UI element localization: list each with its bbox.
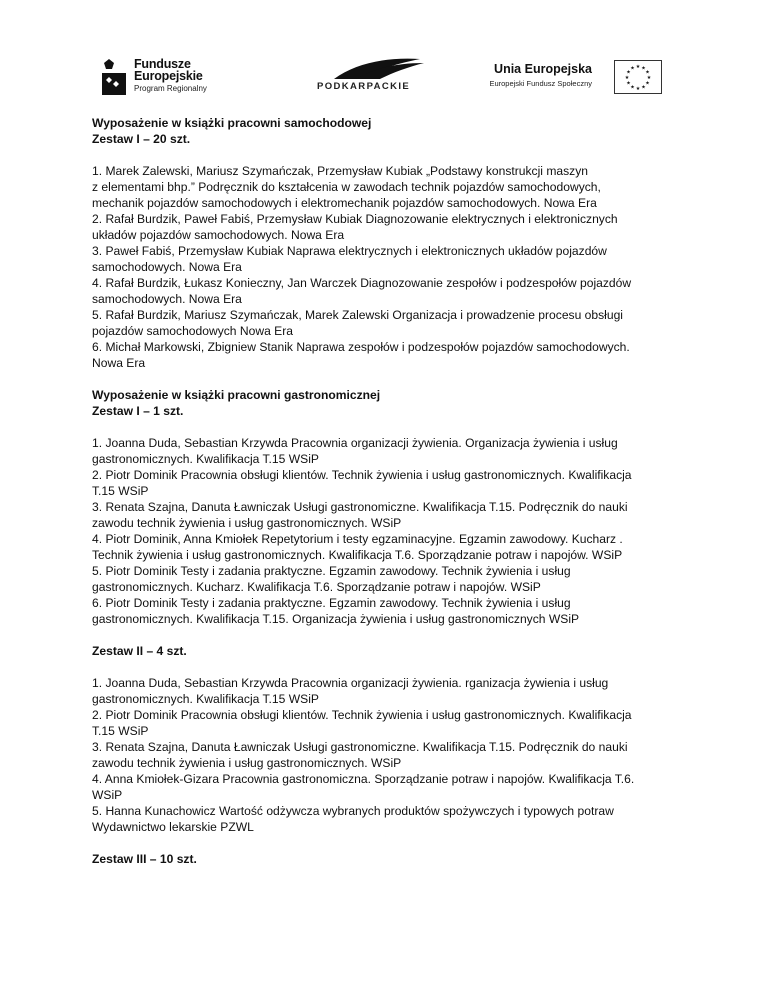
list-line: Technik żywienia i usług gastronomicznych. Kwalifikacja T.6. Sporządzanie potraw i napojów. WSiP <box>92 548 623 562</box>
list-line: 5. Rafał Burdzik, Mariusz Szymańczak, Marek Zalewski Organizacja i prowadzenie procesu obsługi <box>92 308 623 322</box>
list-line: 5. Piotr Dominik Testy i zadania praktyczne. Egzamin zawodowy. Technik żywienia i usług <box>92 564 571 578</box>
list-line: mechanik pojazdów samochodowych i elektromechanik pojazdów samochodowych. Nowa Era <box>92 196 597 210</box>
list-line: z elementami bhp.” Podręcznik do kształcenia w zawodach technik pojazdów samochodowych, <box>92 180 601 194</box>
list-line: samochodowych. Nowa Era <box>92 292 242 306</box>
fe-star-icon <box>100 55 130 95</box>
list-line: T.15 WSiP <box>92 484 149 498</box>
podkarpackie-name: PODKARPACKIE <box>317 81 411 92</box>
list-line: 3. Renata Szajna, Danuta Ławniczak Usługi gastronomiczne. Kwalifikacja T.15. Podręcznik do nauki <box>92 500 628 514</box>
list-line: 2. Rafał Burdzik, Paweł Fabiś, Przemysław Kubiak Diagnozowanie elektrycznych i elektronicznych <box>92 212 618 226</box>
svg-text:★: ★ <box>641 65 646 72</box>
svg-text:★: ★ <box>626 80 631 87</box>
eu-title: Unia Europejska <box>494 62 592 76</box>
svg-text:★: ★ <box>630 65 635 72</box>
gastro-section-title: Wyposażenie w książki pracowni gastronomicznej <box>92 388 381 402</box>
list-line: 1. Marek Zalewski, Mariusz Szymańczak, Przemysław Kubiak „Podstawy konstrukcji maszyn <box>92 164 588 178</box>
list-line: 4. Piotr Dominik, Anna Kmiołek Repetytorium i testy egzaminacyjne. Egzamin zawodowy. Kucharz . <box>92 532 623 546</box>
svg-text:★: ★ <box>641 84 646 91</box>
fe-logo-line2: Europejskie <box>134 69 203 83</box>
list-line: pojazdów samochodowych Nowa Era <box>92 324 293 338</box>
unia-europejska-logo <box>480 60 662 96</box>
svg-text:★: ★ <box>630 84 635 91</box>
list-line: gastronomicznych. Kwalifikacja T.15. Organizacja żywienia i usług gastronomicznych WSiP <box>92 612 580 626</box>
svg-text:★: ★ <box>635 64 641 70</box>
list-line: Nowa Era <box>92 356 146 370</box>
list-line: 3. Paweł Fabiś, Przemysław Kubiak Naprawa elektrycznych i elektronicznych układów pojazdów <box>92 244 607 258</box>
eu-subtitle: Europejski Fundusz Społeczny <box>489 79 592 88</box>
svg-text:★: ★ <box>646 75 652 81</box>
list-line: 4. Anna Kmiołek-Gizara Pracownia gastronomiczna. Sporządzanie potraw i napojów. Kwalifikacja T.6. <box>92 772 635 786</box>
list-line: 3. Renata Szajna, Danuta Ławniczak Usługi gastronomiczne. Kwalifikacja T.15. Podręcznik do nauki <box>92 740 628 754</box>
mountains-icon <box>316 55 446 81</box>
list-line: 5. Hanna Kunachowicz Wartość odżywcza wybranych produktów spożywczych i typowych potraw <box>92 804 614 818</box>
fundusze-europejskie-logo <box>100 55 220 99</box>
eu-flag-icon <box>614 60 662 94</box>
list-line: 4. Rafał Burdzik, Łukasz Konieczny, Jan Warczek Diagnozowanie zespołów i podzespołów pojazdów <box>92 276 632 290</box>
document-content <box>92 115 692 867</box>
list-line: 6. Michał Markowski, Zbigniew Stanik Naprawa zespołów i podzespołów pojazdów samochodowych. <box>92 340 630 354</box>
podkarpackie-logo <box>316 55 446 95</box>
gastro-set2-title: Zestaw II – 4 szt. <box>92 644 187 658</box>
fe-logo-line3: Program Regionalny <box>134 84 207 93</box>
list-line: WSiP <box>92 788 123 802</box>
list-line: Wydawnictwo lekarskie PZWL <box>92 820 254 834</box>
gastro-set3-title: Zestaw III – 10 szt. <box>92 852 197 866</box>
svg-text:★: ★ <box>635 86 641 92</box>
gastro-set1-title: Zestaw I – 1 szt. <box>92 404 184 418</box>
fe-logo-line1: Fundusze <box>134 57 191 71</box>
list-line: 6. Piotr Dominik Testy i zadania praktyczne. Egzamin zawodowy. Technik żywienia i usług <box>92 596 571 610</box>
list-line: 2. Piotr Dominik Pracownia obsługi klientów. Technik żywienia i usług gastronomicznych. Kwalifikacja <box>92 468 632 482</box>
list-line: układów pojazdów samochodowych. Nowa Era <box>92 228 345 242</box>
list-line: T.15 WSiP <box>92 724 149 738</box>
svg-text:★: ★ <box>624 75 630 81</box>
list-line: 2. Piotr Dominik Pracownia obsługi klientów. Technik żywienia i usług gastronomicznych. Kwalifikacja <box>92 708 632 722</box>
auto-section-title: Wyposażenie w książki pracowni samochodowej <box>92 116 372 130</box>
list-line: 1. Joanna Duda, Sebastian Krzywda Pracownia organizacji żywienia. rganizacja żywienia i usług <box>92 676 609 690</box>
svg-text:★: ★ <box>645 80 650 87</box>
list-line: gastronomicznych. Kwalifikacja T.15 WSiP <box>92 692 319 706</box>
list-line: zawodu technik żywienia i usług gastronomicznych. WSiP <box>92 516 402 530</box>
svg-text:★: ★ <box>645 69 650 76</box>
list-line: zawodu technik żywienia i usług gastronomicznych. WSiP <box>92 756 402 770</box>
list-line: gastronomicznych. Kucharz. Kwalifikacja T.6. Sporządzanie potraw i napojów. WSiP <box>92 580 541 594</box>
list-line: gastronomicznych. Kwalifikacja T.15 WSiP <box>92 452 319 466</box>
list-line: 1. Joanna Duda, Sebastian Krzywda Pracownia organizacji żywienia. Organizacja żywienia i usług <box>92 436 618 450</box>
auto-set1-title: Zestaw I – 20 szt. <box>92 132 191 146</box>
svg-text:★: ★ <box>626 69 631 76</box>
list-line: samochodowych. Nowa Era <box>92 260 242 274</box>
